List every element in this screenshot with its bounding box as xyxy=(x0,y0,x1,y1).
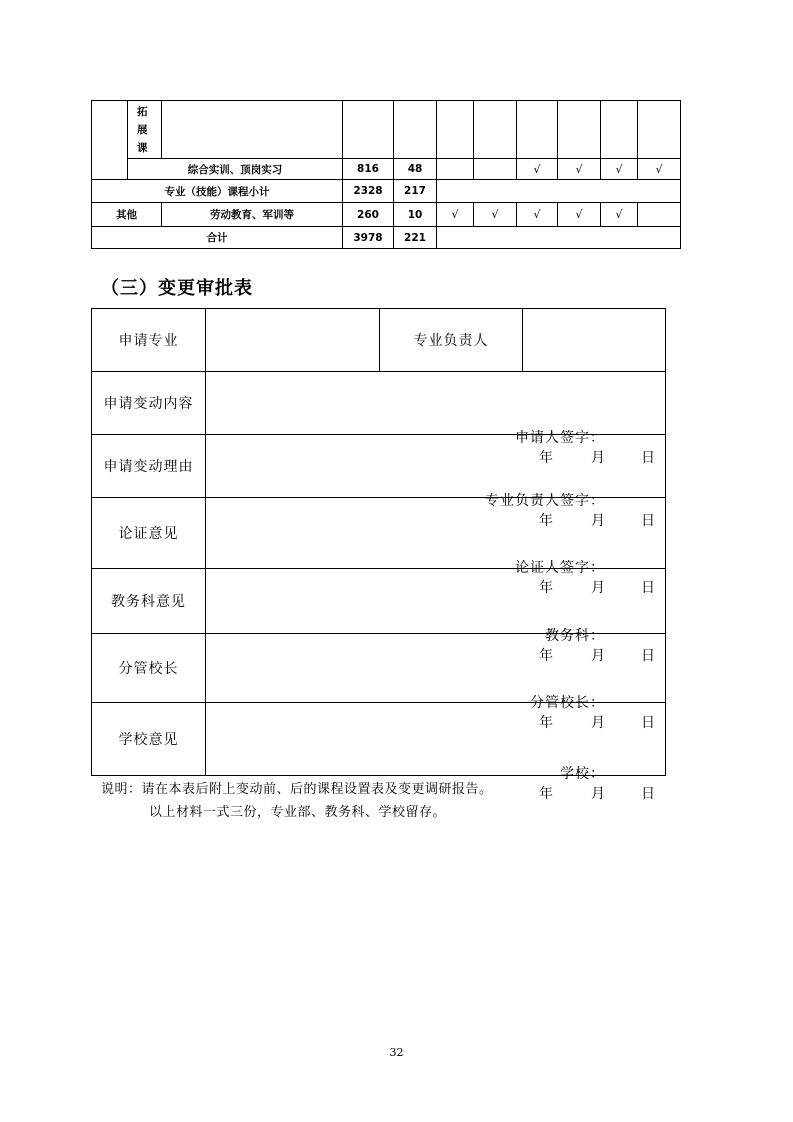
date-line xyxy=(539,712,655,732)
major-leader-label: 专业负责人 xyxy=(380,309,523,372)
row-label: 论证意见 xyxy=(92,498,206,569)
total-label: 合计 xyxy=(92,227,343,249)
course-table xyxy=(91,100,681,249)
apply-major-label: 申请专业 xyxy=(92,309,206,372)
content-field[interactable] xyxy=(206,372,666,466)
date-line xyxy=(539,783,655,803)
check-cell: √ xyxy=(517,203,558,227)
check-blank xyxy=(517,101,558,159)
year-label: 年 xyxy=(539,450,553,466)
category-vertical-label xyxy=(128,101,162,159)
note-line: 说明：请在本表后附上变动前、后的课程设置表及变更调研报告。 xyxy=(101,782,493,797)
row-label: 申请变动内容 xyxy=(92,372,206,435)
note-line: 以上材料一式三份，专业部、教务科、学校留存。 xyxy=(149,805,447,820)
hours-value: 260 xyxy=(343,203,394,227)
check-cell xyxy=(638,203,681,227)
hours-value: 816 xyxy=(343,159,394,180)
total-blank xyxy=(437,227,681,249)
check-cell: √ xyxy=(638,159,681,180)
month-label: 月 xyxy=(591,786,605,802)
check-blank xyxy=(474,101,517,159)
month-label: 月 xyxy=(591,513,605,529)
credits-blank xyxy=(394,101,437,159)
hours-blank xyxy=(343,101,394,159)
apply-major-field[interactable] xyxy=(206,309,380,372)
year-label: 年 xyxy=(539,715,553,731)
course-name: 劳动教育、军训等 xyxy=(162,203,343,227)
signer-label: 分管校长： xyxy=(530,695,605,711)
hours-value: 2328 xyxy=(343,180,394,203)
day-label: 日 xyxy=(641,513,655,529)
year-label: 年 xyxy=(539,513,553,529)
date-line xyxy=(539,447,655,467)
check-cell: √ xyxy=(437,203,474,227)
check-cell xyxy=(474,159,517,180)
day-label: 日 xyxy=(641,715,655,731)
check-cell: √ xyxy=(558,159,601,180)
check-cell xyxy=(437,159,474,180)
month-label: 月 xyxy=(591,580,605,596)
year-label: 年 xyxy=(539,786,553,802)
month-label: 月 xyxy=(591,450,605,466)
check-blank xyxy=(638,101,681,159)
check-cell: √ xyxy=(558,203,601,227)
check-cell: √ xyxy=(474,203,517,227)
month-label: 月 xyxy=(591,715,605,731)
credits-value: 221 xyxy=(394,227,437,249)
date-line xyxy=(539,577,655,597)
credits-value: 48 xyxy=(394,159,437,180)
credits-value: 10 xyxy=(394,203,437,227)
signer-label: 申请人签字： xyxy=(515,430,605,446)
day-label: 日 xyxy=(641,450,655,466)
day-label: 日 xyxy=(641,580,655,596)
date-line xyxy=(539,645,655,665)
hours-value: 3978 xyxy=(343,227,394,249)
category-char: 展 xyxy=(137,124,148,136)
row-label: 教务科意见 xyxy=(92,569,206,634)
signer-label: 学校： xyxy=(560,766,605,782)
category-char: 拓 xyxy=(137,106,148,118)
row-label: 申请变动理由 xyxy=(92,435,206,498)
check-cell: √ xyxy=(601,203,638,227)
course-name-blank xyxy=(162,101,343,159)
category-char: 课 xyxy=(137,142,148,154)
page-number: 32 xyxy=(389,1046,404,1059)
month-label: 月 xyxy=(591,648,605,664)
date-line xyxy=(539,510,655,530)
row-label: 分管校长 xyxy=(92,634,206,703)
signer-label: 教务科： xyxy=(545,628,605,644)
signer-label: 论证人签字： xyxy=(515,560,605,576)
subtotal-label: 专业（技能）课程小计 xyxy=(92,180,343,203)
course-name: 综合实训、顶岗实习 xyxy=(128,159,343,180)
check-blank xyxy=(558,101,601,159)
credits-value: 217 xyxy=(394,180,437,203)
signer-label: 专业负责人签字： xyxy=(485,493,605,509)
section-title: （三）变更审批表 xyxy=(101,278,253,299)
year-label: 年 xyxy=(539,580,553,596)
day-label: 日 xyxy=(641,786,655,802)
group-label: 其他 xyxy=(92,203,162,227)
check-blank xyxy=(601,101,638,159)
check-cell: √ xyxy=(517,159,558,180)
left-blank-cell xyxy=(92,101,128,180)
row-label: 学校意见 xyxy=(92,703,206,776)
year-label: 年 xyxy=(539,648,553,664)
major-leader-field[interactable] xyxy=(523,309,666,372)
check-blank xyxy=(437,101,474,159)
day-label: 日 xyxy=(641,648,655,664)
check-cell: √ xyxy=(601,159,638,180)
subtotal-blank xyxy=(437,180,681,203)
